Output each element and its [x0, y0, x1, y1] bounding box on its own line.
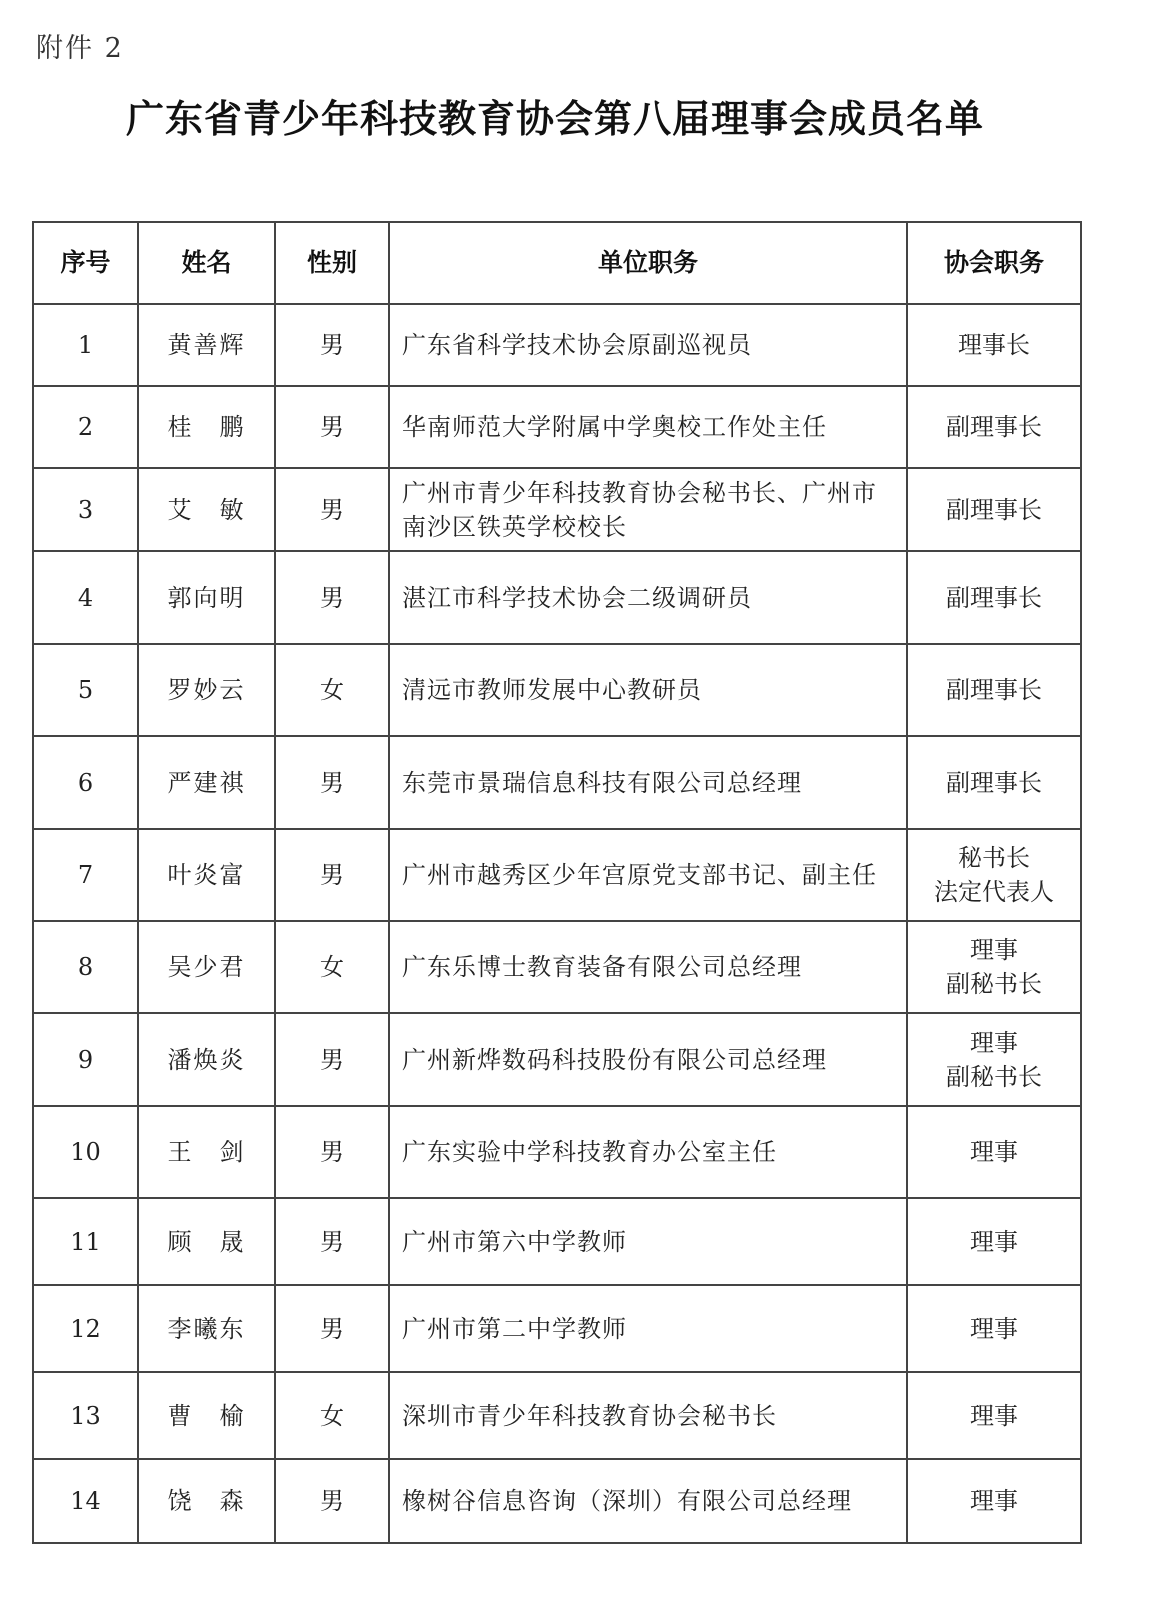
attachment-label: 附件 2	[36, 33, 124, 64]
row-name: 吴少君	[138, 921, 275, 1013]
row-role	[907, 1013, 1081, 1106]
row-index: 2	[33, 386, 138, 468]
row-gender: 男	[275, 468, 389, 551]
member-table	[32, 221, 1082, 1544]
table-row	[33, 1372, 1081, 1459]
table-header-row	[33, 222, 1081, 304]
row-duty: 橡树谷信息咨询（深圳）有限公司总经理	[389, 1459, 907, 1543]
row-role-line: 副秘书长	[946, 1062, 1042, 1091]
table-row	[33, 644, 1081, 736]
row-duty: 广州市青少年科技教育协会秘书长、广州市南沙区铁英学校校长	[389, 468, 907, 551]
row-index: 6	[33, 736, 138, 829]
row-gender: 男	[275, 829, 389, 921]
row-role-line: 秘书长	[958, 844, 1030, 872]
row-role-line: 理事	[970, 1487, 1018, 1515]
row-role-line: 理事	[970, 936, 1018, 964]
row-role-line: 理事	[970, 1401, 1018, 1430]
row-role	[907, 1106, 1081, 1198]
row-duty: 广州新烨数码科技股份有限公司总经理	[389, 1013, 907, 1106]
row-index: 13	[33, 1372, 138, 1459]
header-index: 序号	[33, 222, 138, 304]
row-duty: 广州市第六中学教师	[389, 1198, 907, 1285]
row-index: 14	[33, 1459, 138, 1543]
table-row	[33, 736, 1081, 829]
row-duty: 湛江市科学技术协会二级调研员	[389, 551, 907, 644]
row-gender: 男	[275, 1285, 389, 1372]
row-name: 潘焕炎	[138, 1013, 275, 1106]
row-gender: 男	[275, 1459, 389, 1543]
row-role	[907, 644, 1081, 736]
row-role	[907, 1285, 1081, 1372]
row-index: 7	[33, 829, 138, 921]
row-role	[907, 1198, 1081, 1285]
row-role-line: 理事	[970, 1028, 1018, 1057]
row-role-line: 理事	[970, 1227, 1018, 1256]
header-name: 姓名	[138, 222, 275, 304]
row-role-line: 副理事长	[946, 495, 1042, 524]
row-duty: 清远市教师发展中心教研员	[389, 644, 907, 736]
row-role	[907, 386, 1081, 468]
table-row	[33, 921, 1081, 1013]
row-duty: 广东实验中学科技教育办公室主任	[389, 1106, 907, 1198]
row-role-line: 法定代表人	[934, 878, 1054, 906]
row-role-line: 理事	[970, 1314, 1018, 1343]
row-duty: 广东省科学技术协会原副巡视员	[389, 304, 907, 386]
row-role-line: 副理事长	[946, 768, 1042, 797]
row-duty: 东莞市景瑞信息科技有限公司总经理	[389, 736, 907, 829]
row-index: 1	[33, 304, 138, 386]
table-row	[33, 304, 1081, 386]
row-gender: 男	[275, 1106, 389, 1198]
row-index: 11	[33, 1198, 138, 1285]
row-index: 4	[33, 551, 138, 644]
row-index: 3	[33, 468, 138, 551]
row-role	[907, 736, 1081, 829]
row-name: 严建祺	[138, 736, 275, 829]
row-role-line: 副理事长	[946, 413, 1042, 441]
row-role	[907, 829, 1081, 921]
table-row	[33, 1285, 1081, 1372]
row-index: 12	[33, 1285, 138, 1372]
table-row	[33, 468, 1081, 551]
row-role	[907, 551, 1081, 644]
row-name: 顾 晟	[138, 1198, 275, 1285]
table-row	[33, 1106, 1081, 1198]
row-role-line: 理事长	[958, 331, 1030, 359]
header-role: 协会职务	[907, 222, 1081, 304]
row-gender: 女	[275, 921, 389, 1013]
row-name: 桂 鹏	[138, 386, 275, 468]
row-name: 黄善辉	[138, 304, 275, 386]
row-gender: 男	[275, 304, 389, 386]
row-name: 曹 榆	[138, 1372, 275, 1459]
row-duty: 广州市越秀区少年宫原党支部书记、副主任	[389, 829, 907, 921]
row-duty: 广州市第二中学教师	[389, 1285, 907, 1372]
row-name: 罗妙云	[138, 644, 275, 736]
row-index: 5	[33, 644, 138, 736]
table-row	[33, 551, 1081, 644]
row-duty: 华南师范大学附属中学奥校工作处主任	[389, 386, 907, 468]
row-name: 艾 敏	[138, 468, 275, 551]
row-name: 李曦东	[138, 1285, 275, 1372]
table-row	[33, 829, 1081, 921]
row-name: 郭向明	[138, 551, 275, 644]
row-role-line: 副理事长	[946, 583, 1042, 612]
row-gender: 男	[275, 551, 389, 644]
header-duty: 单位职务	[389, 222, 907, 304]
row-name: 饶 森	[138, 1459, 275, 1543]
row-role	[907, 1459, 1081, 1543]
row-gender: 男	[275, 386, 389, 468]
row-role	[907, 1372, 1081, 1459]
row-role-line: 理事	[970, 1138, 1018, 1166]
table-row	[33, 1013, 1081, 1106]
row-role-line: 副秘书长	[946, 970, 1042, 998]
row-name: 王 剑	[138, 1106, 275, 1198]
table-body	[33, 304, 1081, 1543]
header-gender: 性别	[275, 222, 389, 304]
row-role	[907, 921, 1081, 1013]
row-role	[907, 468, 1081, 551]
row-role	[907, 304, 1081, 386]
document-title: 广东省青少年科技教育协会第八届理事会成员名单	[125, 96, 984, 141]
row-index: 8	[33, 921, 138, 1013]
row-gender: 男	[275, 736, 389, 829]
row-name: 叶炎富	[138, 829, 275, 921]
row-duty: 广东乐博士教育装备有限公司总经理	[389, 921, 907, 1013]
row-gender: 男	[275, 1013, 389, 1106]
table-row	[33, 1459, 1081, 1543]
row-gender: 女	[275, 1372, 389, 1459]
row-gender: 男	[275, 1198, 389, 1285]
row-index: 10	[33, 1106, 138, 1198]
row-role-line: 副理事长	[946, 676, 1042, 704]
table-row	[33, 1198, 1081, 1285]
row-gender: 女	[275, 644, 389, 736]
table-row	[33, 386, 1081, 468]
row-duty: 深圳市青少年科技教育协会秘书长	[389, 1372, 907, 1459]
row-index: 9	[33, 1013, 138, 1106]
